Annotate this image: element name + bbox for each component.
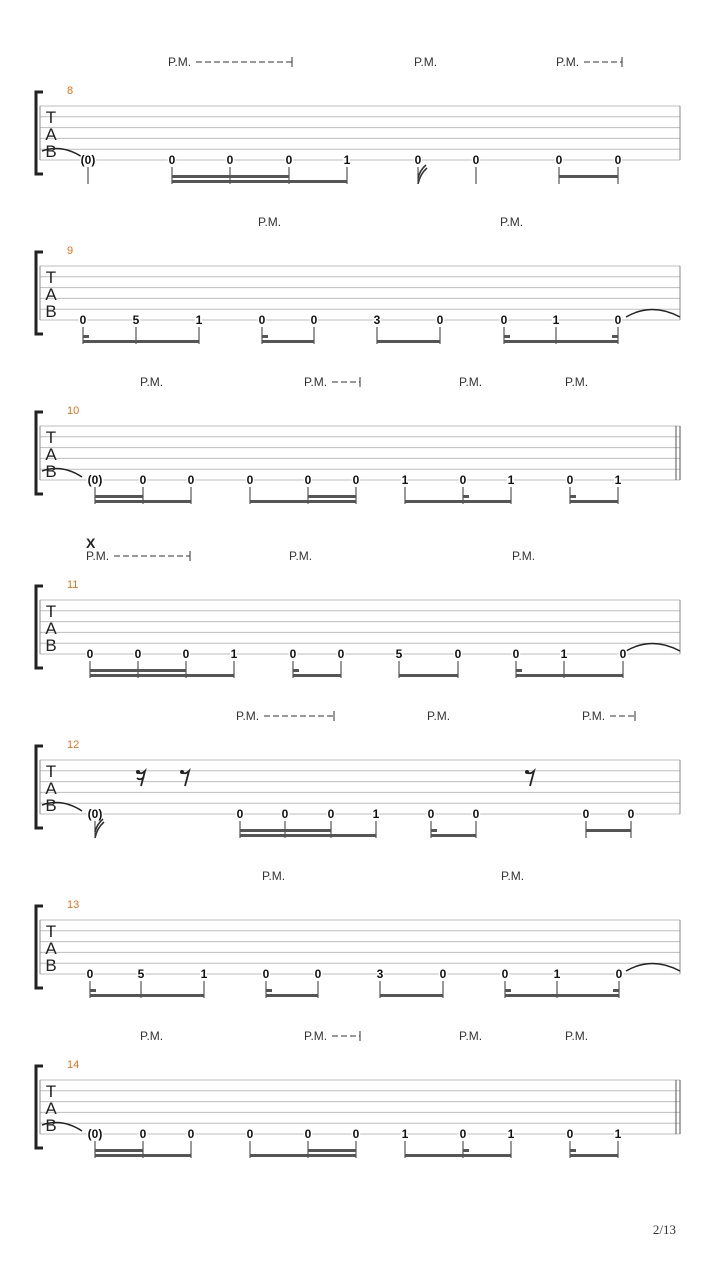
fret-number: 5: [132, 313, 140, 327]
tab-clef-a: A: [45, 939, 57, 958]
beam-secondary: [559, 175, 618, 178]
palm-mute-label: P.M.: [289, 549, 313, 563]
tab-clef-t: T: [45, 922, 57, 941]
fret-number: 0: [614, 153, 622, 167]
measure-number: 14: [67, 1059, 80, 1071]
tab-clef-t: T: [45, 108, 57, 127]
fret-number: 0: [258, 313, 266, 327]
fret-number: 0: [168, 153, 176, 167]
palm-mute-label: P.M.: [500, 215, 524, 229]
fret-number: 1: [200, 967, 208, 981]
measure-number: 12: [67, 739, 80, 751]
beam-stub: [262, 335, 268, 338]
beam-stub: [463, 1149, 469, 1152]
tab-system-14: [36, 1029, 680, 1158]
fret-number: 1: [552, 313, 560, 327]
tab-clef-t: T: [45, 1082, 57, 1101]
fret-number: 0: [139, 473, 147, 487]
rest-dot: [136, 770, 140, 774]
fret-number: 0: [182, 647, 190, 661]
fret-number: 0: [310, 313, 318, 327]
beam-primary: [172, 180, 347, 183]
rest-dot: [525, 770, 529, 774]
tab-clef-t: T: [45, 268, 57, 287]
tie-out: [626, 310, 680, 318]
fret-number: 0: [615, 967, 623, 981]
tab-clef-b: B: [45, 462, 57, 481]
fret-number: 0: [289, 647, 297, 661]
fret-number: 0: [472, 153, 480, 167]
tab-clef-b: B: [45, 1116, 57, 1135]
fret-number: 0: [246, 473, 254, 487]
palm-mute-label: P.M.: [565, 1029, 589, 1043]
fret-number: 0: [627, 807, 635, 821]
tab-clef-b: B: [45, 636, 57, 655]
fret-number: 0: [304, 473, 312, 487]
fret-number: 5: [137, 967, 145, 981]
fret-number: 3: [373, 313, 381, 327]
tab-clef-a: A: [45, 619, 57, 638]
beam-stub: [613, 989, 619, 992]
fret-number: (0): [87, 807, 103, 821]
fret-number: 0: [414, 153, 422, 167]
palm-mute-label: P.M.: [168, 55, 192, 69]
page-number: 2/13: [652, 1222, 676, 1237]
beam-primary: [266, 994, 318, 997]
beam-primary: [399, 674, 458, 677]
fret-number: 0: [281, 807, 289, 821]
mute-marker: X: [86, 535, 96, 551]
tab-clef-a: A: [45, 285, 57, 304]
beam-primary: [240, 834, 376, 837]
beam-secondary: [95, 1149, 143, 1152]
beam-primary: [405, 1154, 511, 1157]
palm-mute-label: P.M.: [304, 1029, 328, 1043]
fret-number: 0: [555, 153, 563, 167]
palm-mute-label: P.M.: [427, 709, 451, 723]
tab-clef-b: B: [45, 142, 57, 161]
fret-number: 0: [512, 647, 520, 661]
tab-clef-a: A: [45, 779, 57, 798]
fret-number: 1: [401, 1127, 409, 1141]
beam-primary: [504, 340, 618, 343]
fret-number: 5: [395, 647, 403, 661]
fret-number: 0: [454, 647, 462, 661]
palm-mute-label: P.M.: [512, 549, 536, 563]
beam-stub: [570, 1149, 576, 1152]
palm-mute-label: P.M.: [556, 55, 580, 69]
palm-mute-label: P.M.: [582, 709, 606, 723]
beam-primary: [95, 500, 191, 503]
tab-system-12: [36, 709, 680, 838]
note-flag: [95, 819, 104, 838]
fret-number: 0: [134, 647, 142, 661]
beam-primary: [83, 340, 199, 343]
fret-number: 0: [614, 313, 622, 327]
fret-number: 0: [236, 807, 244, 821]
tab-clef-a: A: [45, 445, 57, 464]
beam-stub: [612, 335, 618, 338]
note-flag: [418, 165, 427, 184]
beam-primary: [250, 500, 356, 503]
palm-mute-label: P.M.: [565, 375, 589, 389]
fret-number: 1: [343, 153, 351, 167]
palm-mute-label: P.M.: [304, 375, 328, 389]
fret-number: 0: [501, 967, 509, 981]
tab-clef-b: B: [45, 956, 57, 975]
tab-clef-t: T: [45, 428, 57, 447]
tab-clef-t: T: [45, 602, 57, 621]
measure-number: 13: [67, 899, 80, 911]
beam-secondary: [308, 1149, 356, 1152]
palm-mute-label: P.M.: [140, 375, 164, 389]
measure-number: 11: [67, 579, 79, 591]
beam-stub: [570, 495, 576, 498]
fret-number: 0: [459, 473, 467, 487]
beam-secondary: [95, 495, 143, 498]
fret-number: (0): [80, 153, 96, 167]
fret-number: (0): [87, 1127, 103, 1141]
beam-primary: [570, 1154, 618, 1157]
tie-out: [626, 644, 680, 652]
beam-primary: [95, 1154, 191, 1157]
beam-primary: [405, 500, 511, 503]
tab-clef-b: B: [45, 302, 57, 321]
fret-number: 0: [352, 1127, 360, 1141]
tab-clef-a: A: [45, 1099, 57, 1118]
fret-number: 0: [582, 807, 590, 821]
fret-number: 0: [327, 807, 335, 821]
fret-number: 0: [472, 807, 480, 821]
palm-mute-label: P.M.: [414, 55, 438, 69]
fret-number: 0: [304, 1127, 312, 1141]
tab-system-8: [36, 55, 680, 184]
palm-mute-label: P.M.: [501, 869, 525, 883]
fret-number: 0: [352, 473, 360, 487]
measure-number: 10: [67, 405, 80, 417]
beam-primary: [516, 674, 623, 677]
tab-clef-b: B: [45, 796, 57, 815]
beam-primary: [570, 500, 618, 503]
beam-stub: [90, 989, 96, 992]
tab-system-9: [36, 215, 680, 344]
fret-number: 3: [376, 967, 384, 981]
fret-number: 1: [553, 967, 561, 981]
palm-mute-label: P.M.: [459, 375, 483, 389]
fret-number: 0: [427, 807, 435, 821]
fret-number: 0: [86, 967, 94, 981]
fret-number: 1: [507, 1127, 515, 1141]
fret-number: 0: [139, 1127, 147, 1141]
beam-primary: [90, 994, 204, 997]
fret-number: 0: [187, 1127, 195, 1141]
beam-primary: [262, 340, 314, 343]
fret-number: 0: [226, 153, 234, 167]
fret-number: 1: [614, 1127, 622, 1141]
fret-number: 0: [619, 647, 627, 661]
beam-stub: [504, 335, 510, 338]
palm-mute-label: P.M.: [86, 549, 110, 563]
fret-number: 0: [187, 473, 195, 487]
fret-number: 0: [337, 647, 345, 661]
fret-number: 0: [246, 1127, 254, 1141]
fret-number: 1: [195, 313, 203, 327]
beam-secondary: [90, 669, 186, 672]
fret-number: 1: [614, 473, 622, 487]
beam-stub: [293, 669, 299, 672]
palm-mute-label: P.M.: [459, 1029, 483, 1043]
beam-primary: [250, 1154, 356, 1157]
fret-number: 1: [560, 647, 568, 661]
tab-system-11: [36, 535, 680, 678]
beam-stub: [505, 989, 511, 992]
beam-primary: [377, 340, 440, 343]
fret-number: 1: [507, 473, 515, 487]
fret-number: 0: [436, 313, 444, 327]
beam-primary: [293, 674, 341, 677]
fret-number: 1: [230, 647, 238, 661]
measure-number: 9: [67, 245, 74, 257]
tab-system-10: [36, 375, 680, 504]
beam-stub: [83, 335, 89, 338]
measure-number: 8: [67, 85, 74, 97]
beam-primary: [505, 994, 619, 997]
beam-stub: [516, 669, 522, 672]
beam-primary: [90, 674, 234, 677]
beam-secondary: [240, 829, 331, 832]
tie-out: [626, 964, 680, 972]
palm-mute-label: P.M.: [262, 869, 286, 883]
fret-number: 0: [459, 1127, 467, 1141]
beam-stub: [431, 829, 437, 832]
beam-primary: [380, 994, 443, 997]
fret-number: 0: [262, 967, 270, 981]
fret-number: 0: [439, 967, 447, 981]
fret-number: 0: [86, 647, 94, 661]
beam-stub: [463, 495, 469, 498]
fret-number: 0: [79, 313, 87, 327]
fret-number: 0: [566, 473, 574, 487]
tab-clef-t: T: [45, 762, 57, 781]
fret-number: 1: [372, 807, 380, 821]
fret-number: 0: [566, 1127, 574, 1141]
tab-system-13: [36, 869, 680, 998]
rest-dot: [180, 770, 184, 774]
fret-number: 0: [314, 967, 322, 981]
beam-stub: [266, 989, 272, 992]
palm-mute-label: P.M.: [236, 709, 260, 723]
fret-number: 0: [500, 313, 508, 327]
fret-number: 0: [285, 153, 293, 167]
beam-secondary: [172, 175, 289, 178]
palm-mute-label: P.M.: [258, 215, 282, 229]
beam-secondary: [586, 829, 631, 832]
fret-number: 1: [401, 473, 409, 487]
tab-clef-a: A: [45, 125, 57, 144]
beam-secondary: [308, 495, 356, 498]
fret-number: (0): [87, 473, 103, 487]
beam-primary: [431, 834, 476, 837]
palm-mute-label: P.M.: [140, 1029, 164, 1043]
